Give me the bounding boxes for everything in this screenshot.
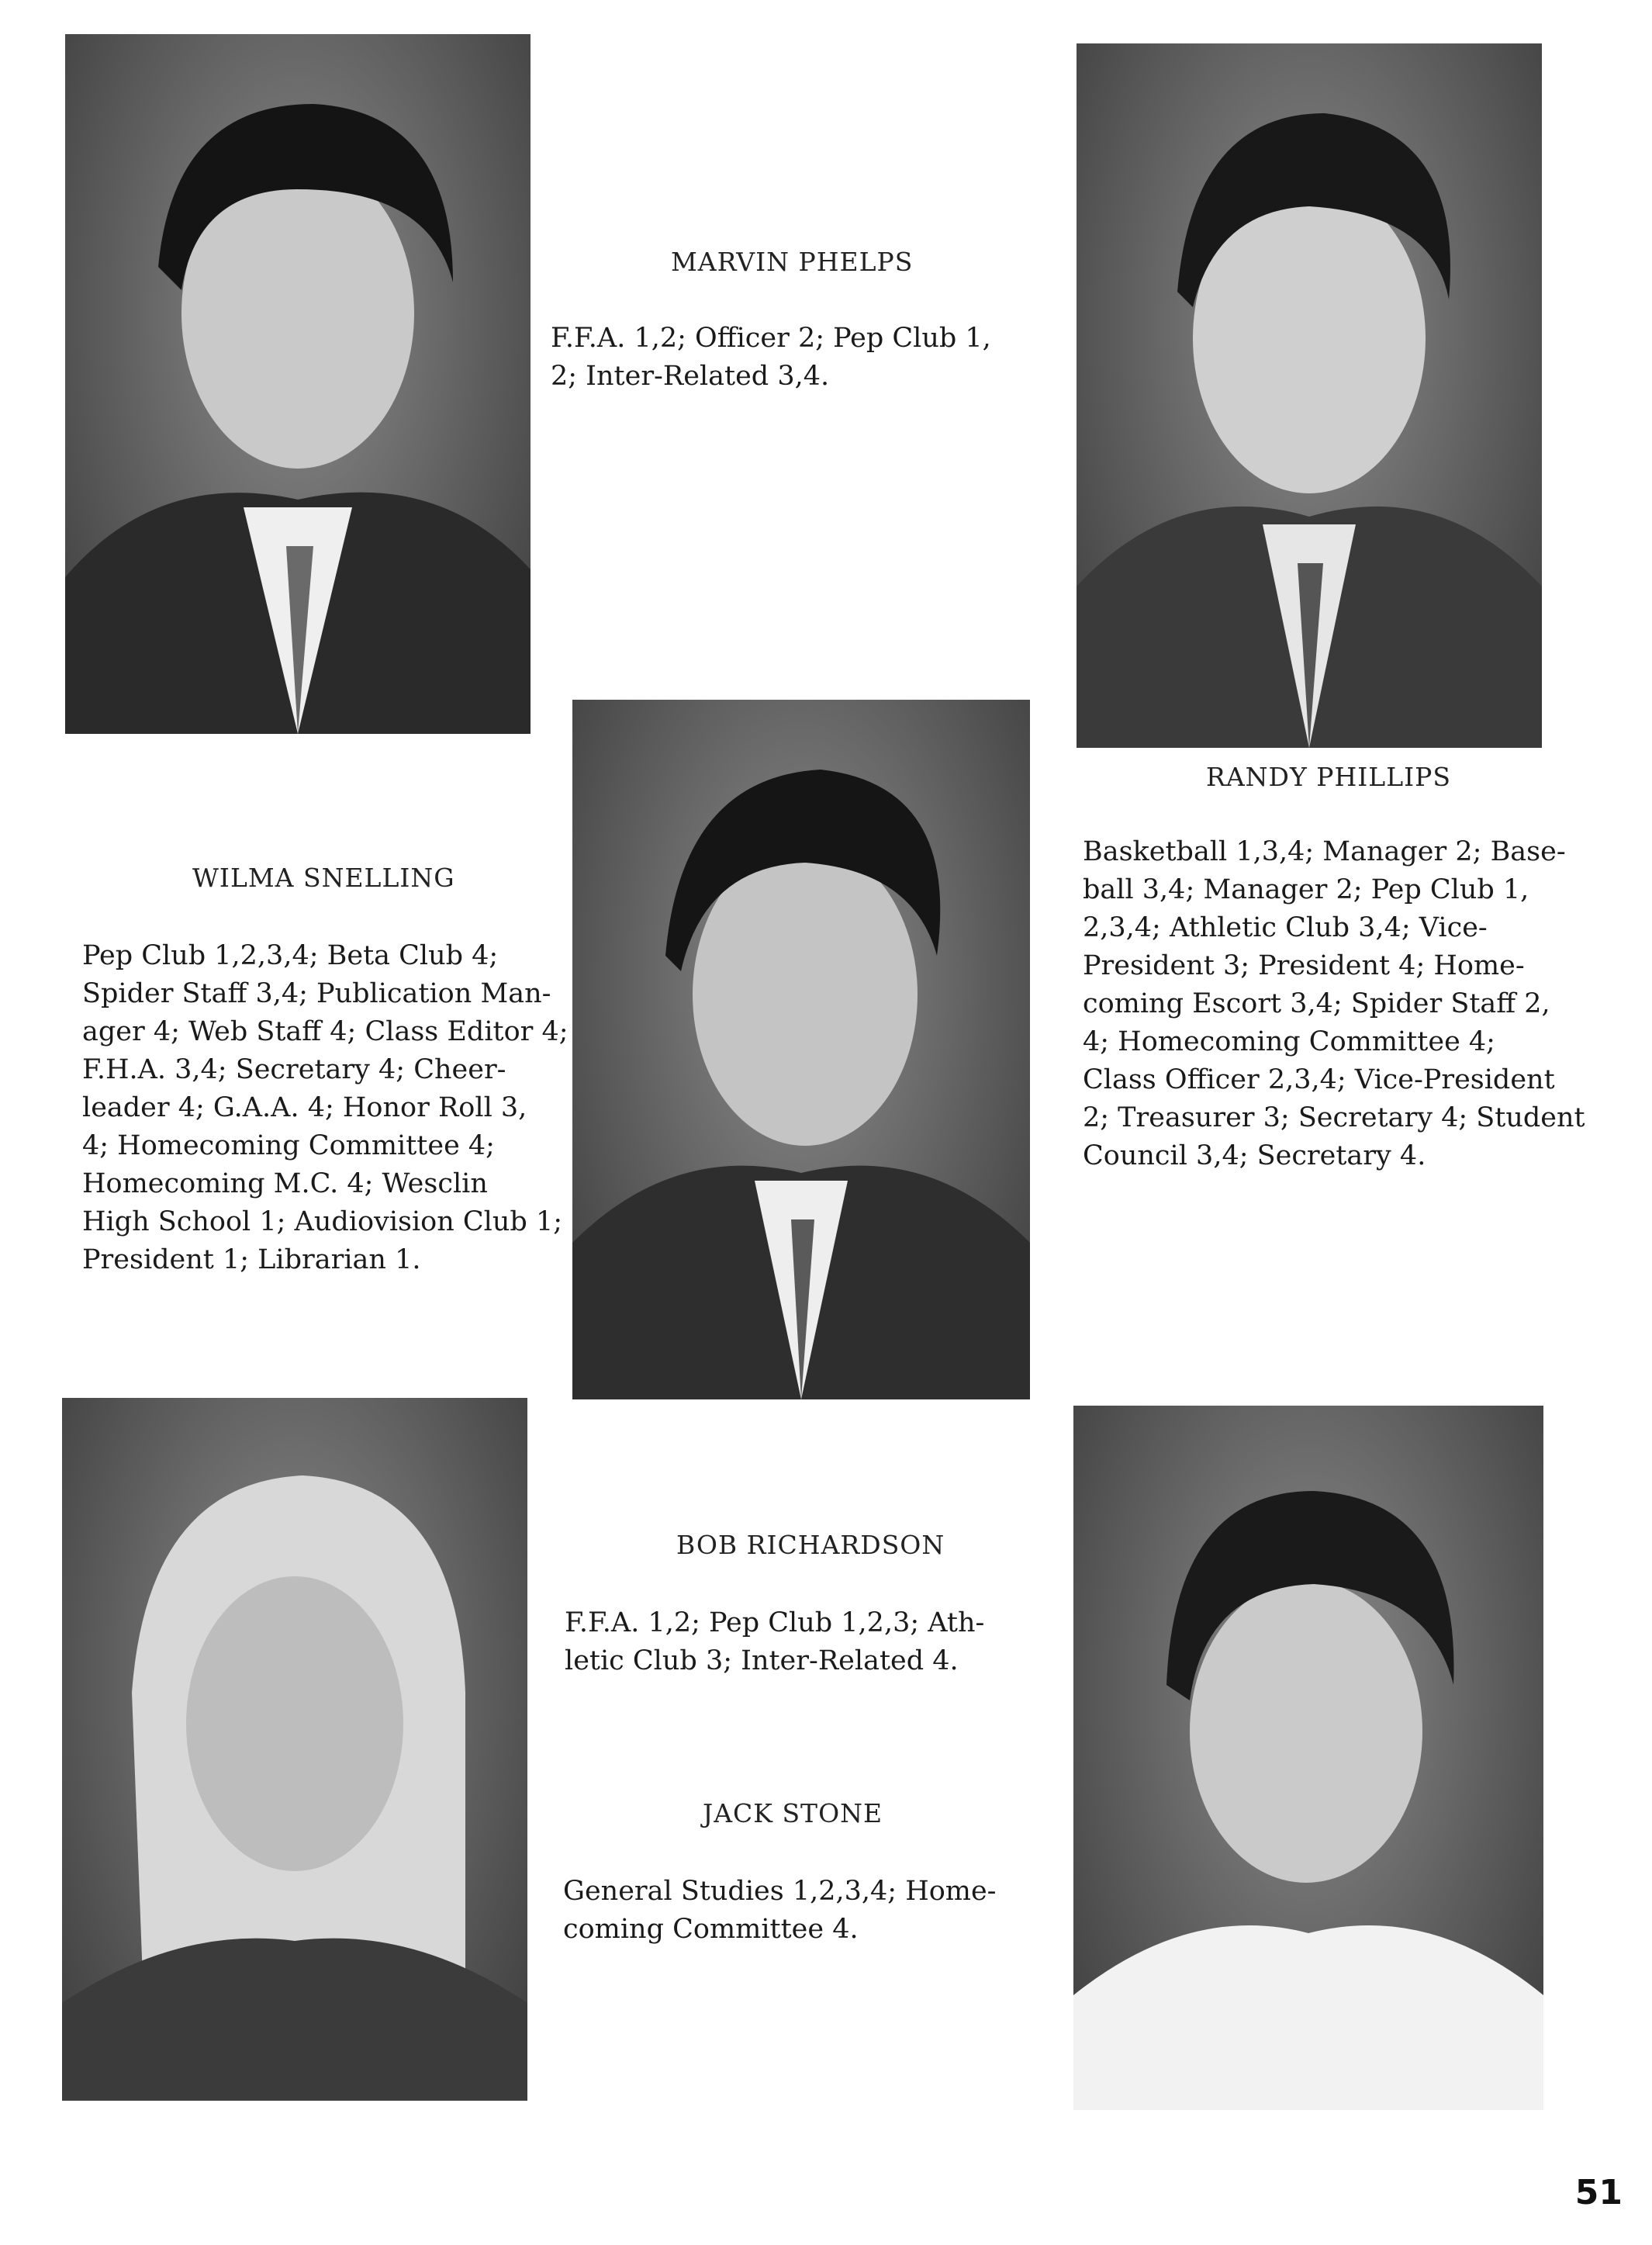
student-name-wilma-snelling: WILMA SNELLING <box>192 863 455 893</box>
student-name-jack-stone: JACK STONE <box>703 1798 883 1828</box>
portrait-photo-jack-stone <box>1073 1406 1543 2110</box>
page-number: 51 <box>1574 2173 1623 2212</box>
student-activities-randy-phillips: Basketball 1,3,4; Manager 2; Base- ball 3,4; Manager 2; Pep Club 1, 2,3,4; Athletic Club 3,4; Vice- President 3; President 4; Home- coming Escort 3,4; Spider Staff 2, 4; Homecoming Committee 4; Class Officer 2,3,4; Vice-President 2; Treasurer 3; Secretary 4; Student Council 3,4; Secretary 4. <box>1083 836 1585 1171</box>
portrait-photo-randy-phillips <box>1077 43 1542 748</box>
student-name-marvin-phelps: MARVIN PHELPS <box>671 247 914 277</box>
student-name-randy-phillips: RANDY PHILLIPS <box>1206 762 1451 792</box>
student-name-bob-richardson: BOB RICHARDSON <box>676 1530 945 1560</box>
portrait-photo-wilma-snelling <box>62 1398 527 2101</box>
student-activities-bob-richardson: F.F.A. 1,2; Pep Club 1,2,3; Ath- letic Club 3; Inter-Related 4. <box>565 1607 985 1676</box>
student-activities-wilma-snelling: Pep Club 1,2,3,4; Beta Club 4; Spider Staff 3,4; Publication Man- ager 4; Web Staff 4; Class Editor 4; F.H.A. 3,4; Secretary 4; Cheer- leader 4; G.A.A. 4; Honor Roll 3, 4; Homecoming Committee 4; Homecoming M.C. 4; Wesclin High School 1; Audiovision Club 1; President 1; Librarian 1. <box>82 940 569 1275</box>
student-activities-jack-stone: General Studies 1,2,3,4; Home- coming Committee 4. <box>563 1876 997 1945</box>
portrait-photo-marvin-phelps <box>65 34 531 734</box>
portrait-photo-bob-richardson <box>572 700 1030 1399</box>
student-activities-marvin-phelps: F.F.A. 1,2; Officer 2; Pep Club 1, 2; Inter-Related 3,4. <box>551 323 991 392</box>
